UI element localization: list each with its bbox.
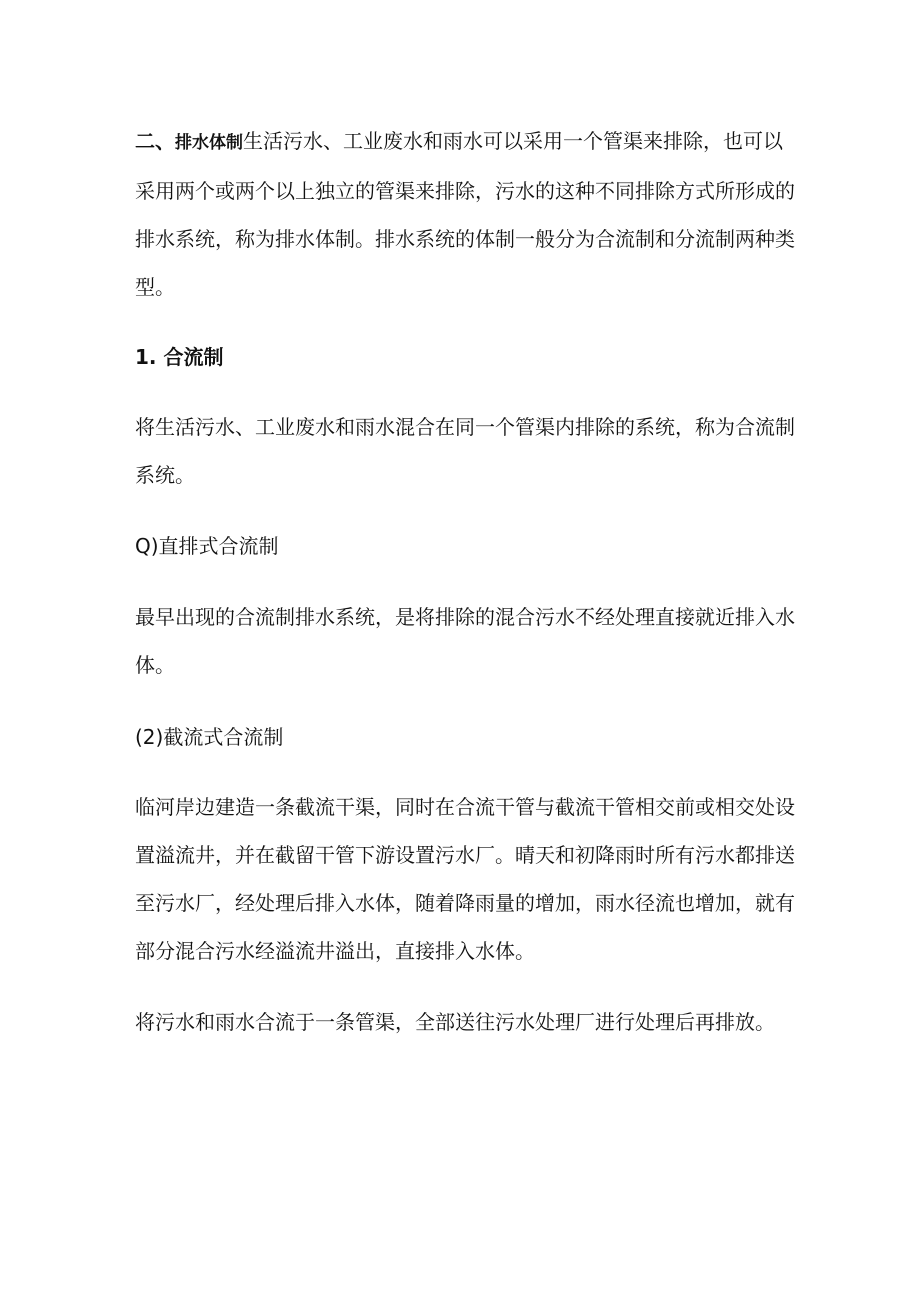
section-2-heading: 排水体制 (175, 133, 243, 153)
section-2-paragraph (135, 117, 795, 311)
closing-paragraph: 将污水和雨水合流于一条管渠，全部送往污水处理厂进行处理后再排放。 (135, 1010, 775, 1034)
combined-system-definition: 将生活污水、工业废水和雨水混合在同一个管渠内排除的系统，称为合流制系统。 (135, 415, 795, 487)
item-2-text: 临河岸边建造一条截流干渠，同时在合流干管与截流干管相交前或相交处设置溢流井，并在截留干管下游设置污水厂。晴天和初降雨时所有污水都排送至污水厂，经处理后排入水体，随着降雨量的增加，雨水径流也增加，就有部分混合污水经溢流井溢出，直接排入水体。 (135, 795, 795, 963)
item-1-text: 最早出现的合流制排水系统，是将排除的混合污水不经处理直接就近排入水体。 (135, 605, 795, 677)
section-2-prefix: 二、 (135, 129, 175, 153)
item-2-title: (2)截流式合流制 (135, 725, 284, 749)
subsection-1-title: 1. 合流制 (135, 345, 224, 369)
item-1-title: Q)直排式合流制 (135, 534, 279, 558)
section-2-text: 生活污水、工业废水和雨水可以采用一个管渠来排除，也可以采用两个或两个以上独立的管渠来排除，污水的这种不同排除方式所形成的排水系统，称为排水体制。排水系统的体制一般分为合流制和分流制两种类型。 (135, 129, 795, 299)
